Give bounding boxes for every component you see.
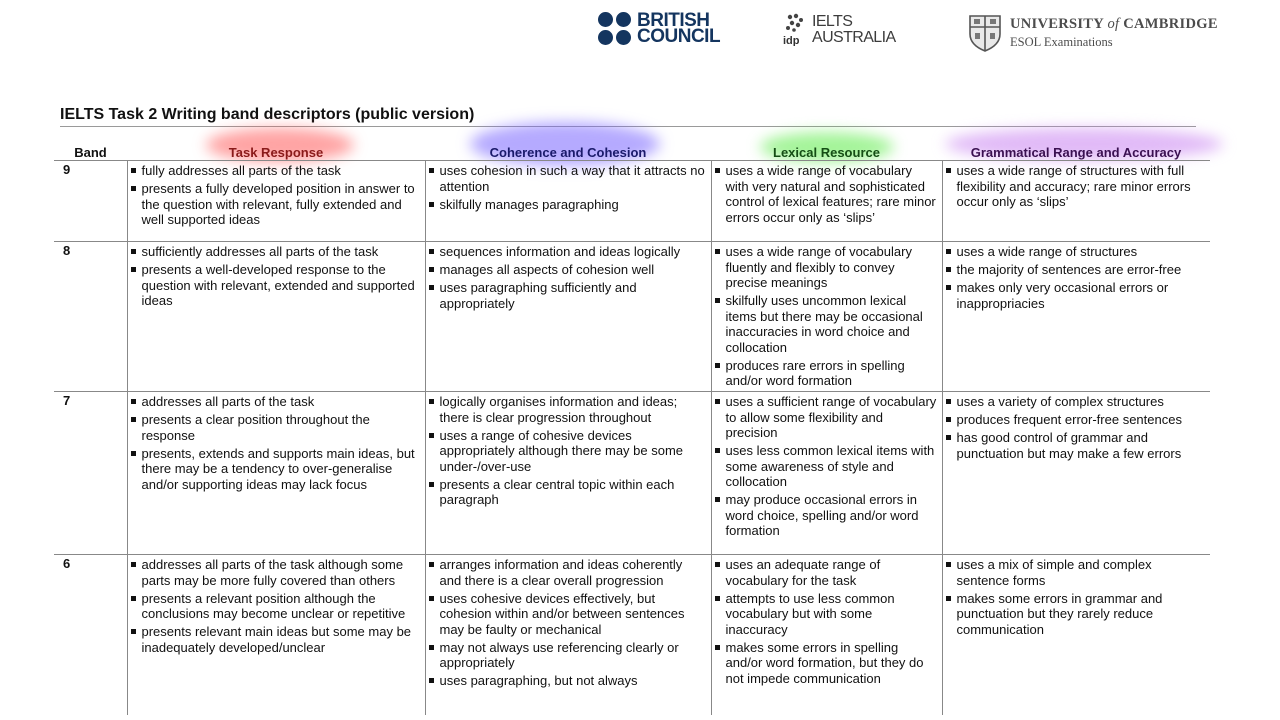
descriptor-item: presents, extends and supports main ideas, but there may be a tendency to over-generalise and/or supporting ideas may lack focus <box>142 446 421 493</box>
descriptor-item: uses a range of cohesive devices appropriately although there may be some under-/over-use <box>440 428 707 475</box>
descriptor-item: produces rare errors in spelling and/or word formation <box>726 358 938 389</box>
descriptor-item: uses a wide range of structures <box>957 244 1207 260</box>
descriptor-item: presents relevant main ideas but some may be inadequately developed/unclear <box>142 624 421 655</box>
descriptor-list <box>726 557 938 686</box>
descriptor-item: uses cohesive devices effectively, but cohesion within and/or between sentences may be faulty or mechanical <box>440 591 707 638</box>
table-header-row <box>54 140 1210 161</box>
descriptor-item: uses less common lexical items with some awareness of style and collocation <box>726 443 938 490</box>
australia-wordmark: AUSTRALIA <box>812 29 896 46</box>
cambridge-line1 <box>1010 16 1218 33</box>
descriptor-list <box>440 394 707 508</box>
descriptor-list <box>726 163 938 225</box>
header-task-response: Task Response <box>228 144 324 160</box>
descriptor-item: manages all aspects of cohesion well <box>440 262 707 278</box>
descriptor-item: makes some errors in grammar and punctuation but they rarely reduce communication <box>957 591 1207 638</box>
descriptor-list <box>726 244 938 389</box>
british-council-dots-icon <box>598 12 631 45</box>
descriptor-item: uses paragraphing, but not always <box>440 673 707 689</box>
cambridge-wordmark <box>1010 16 1218 50</box>
header-lexical-resource: Lexical Resource <box>773 144 880 160</box>
grammar-cell <box>942 392 1210 555</box>
band-number: 7 <box>54 392 127 555</box>
page-title: IELTS Task 2 Writing band descriptors (public version) <box>60 106 475 123</box>
descriptor-item: sufficiently addresses all parts of the task <box>142 244 421 260</box>
descriptor-list <box>440 557 707 689</box>
band-number: 9 <box>54 161 127 242</box>
ielts-wordmark: IELTS <box>812 13 853 30</box>
descriptor-item: skilfully manages paragraphing <box>440 197 707 213</box>
descriptor-item: presents a relevant position although the conclusions may become unclear or repetitive <box>142 591 421 622</box>
descriptor-item: fully addresses all parts of the task <box>142 163 421 179</box>
descriptor-item: presents a well-developed response to the question with relevant, extended and supported ideas <box>142 262 421 309</box>
descriptor-item: uses cohesion in such a way that it attracts no attention <box>439 163 705 194</box>
descriptor-item: uses paragraphing sufficiently and appropriately <box>440 280 707 311</box>
task-response-cell <box>127 392 425 555</box>
descriptor-item: may not always use referencing clearly or appropriately <box>440 640 707 671</box>
descriptor-list <box>142 557 421 655</box>
descriptor-list <box>957 557 1207 637</box>
descriptor-item: uses a variety of complex structures <box>957 394 1207 410</box>
coherence-cell <box>425 392 711 555</box>
task-response-cell <box>127 555 425 715</box>
band-descriptors-table <box>54 140 1210 715</box>
cambridge-esol-logo <box>968 14 1218 52</box>
lexical-cell <box>711 392 942 555</box>
lexical-cell <box>711 555 942 715</box>
ielts-australia-wordmark <box>812 14 896 46</box>
british-council-line1: BRITISH <box>637 9 710 31</box>
grammar-cell <box>942 555 1210 715</box>
idp-globe-icon <box>782 12 808 46</box>
band-number: 8 <box>54 242 127 392</box>
descriptor-list <box>440 163 707 212</box>
descriptor-list <box>142 244 421 309</box>
cambridge-name: CAMBRIDGE <box>1119 16 1218 32</box>
descriptor-item: presents a clear position throughout the response <box>142 412 421 443</box>
descriptor-item: makes some errors in spelling and/or word formation, but they do not impede communication <box>726 640 938 687</box>
british-council-line2: COUNCIL <box>637 25 721 47</box>
descriptor-item: uses a mix of simple and complex sentence forms <box>957 557 1207 588</box>
british-council-logo <box>598 9 721 47</box>
header-grammatical-range: Grammatical Range and Accuracy <box>970 144 1182 160</box>
task-response-cell <box>127 242 425 392</box>
cambridge-shield-icon <box>968 14 1002 52</box>
descriptor-list <box>142 394 421 492</box>
grammar-cell <box>942 242 1210 392</box>
cambridge-university: UNIVERSITY <box>1010 16 1108 32</box>
cambridge-esol-line: ESOL Examinations <box>1010 35 1113 49</box>
descriptor-item: logically organises information and ideas; there is clear progression throughout <box>440 394 707 425</box>
task-response-cell <box>127 161 425 242</box>
lexical-cell <box>711 242 942 392</box>
descriptor-item: produces frequent error-free sentences <box>957 412 1207 428</box>
table-row <box>54 392 1210 555</box>
descriptor-item: presents a fully developed position in answer to the question with relevant, fully extended and well supported ideas <box>142 181 421 228</box>
descriptor-item: addresses all parts of the task although some parts may be more fully covered than others <box>142 557 421 588</box>
table-row <box>54 242 1210 392</box>
descriptor-item: the majority of sentences are error-free <box>957 262 1207 278</box>
band-number: 6 <box>54 555 127 715</box>
descriptor-item: uses a wide range of structures with full flexibility and accuracy; rare minor errors occur only as ‘slips’ <box>957 163 1207 210</box>
descriptor-item: presents a clear central topic within each paragraph <box>440 477 707 508</box>
descriptor-item: attempts to use less common vocabulary but with some inaccuracy <box>726 591 938 638</box>
coherence-cell <box>425 555 711 715</box>
descriptor-list <box>957 244 1207 311</box>
british-council-wordmark <box>637 9 721 47</box>
descriptor-item: has good control of grammar and punctuation but may make a few errors <box>957 430 1207 461</box>
descriptor-list <box>142 163 421 228</box>
descriptor-item: uses a wide range of vocabulary fluently and flexibly to convey precise meanings <box>726 244 938 291</box>
descriptor-list <box>957 163 1207 210</box>
idp-ielts-australia-logo <box>782 12 896 46</box>
descriptor-item: sequences information and ideas logically <box>440 244 707 260</box>
descriptor-list <box>957 394 1207 461</box>
coherence-cell <box>425 161 711 242</box>
descriptor-item: uses an adequate range of vocabulary for the task <box>726 557 938 588</box>
descriptor-item: addresses all parts of the task <box>142 394 421 410</box>
descriptor-item: may produce occasional errors in word choice, spelling and/or word formation <box>726 492 938 539</box>
descriptor-list <box>440 244 707 311</box>
header-coherence-cohesion: Coherence and Cohesion <box>489 144 647 160</box>
idp-badge-text: idp <box>783 35 800 46</box>
descriptor-item: uses a sufficient range of vocabulary to allow some flexibility and precision <box>725 394 937 440</box>
header-band: Band <box>74 144 107 160</box>
descriptor-item: uses a wide range of vocabulary with very natural and sophisticated control of lexical features; rare minor errors occur only as ‘slips’ <box>725 163 936 225</box>
descriptor-list <box>726 394 938 539</box>
descriptor-item: skilfully uses uncommon lexical items but there may be occasional inaccuracies in word choice and collocation <box>726 293 938 355</box>
descriptor-item: arranges information and ideas coherently and there is a clear overall progression <box>440 557 707 588</box>
table-row <box>54 161 1210 242</box>
cambridge-of: of <box>1107 16 1120 32</box>
coherence-cell <box>425 242 711 392</box>
descriptor-item: makes only very occasional errors or inappropriacies <box>957 280 1207 311</box>
grammar-cell <box>942 161 1210 242</box>
lexical-cell <box>711 161 942 242</box>
table-row <box>54 555 1210 715</box>
